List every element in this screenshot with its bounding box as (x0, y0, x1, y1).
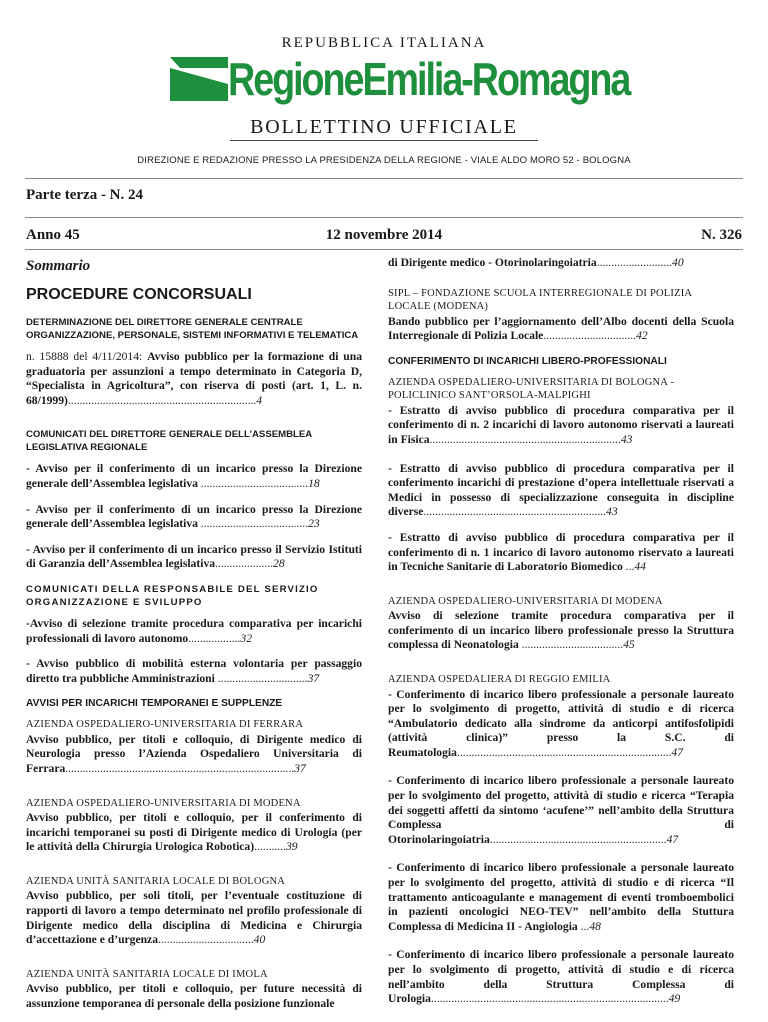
entry-page: 48 (589, 919, 601, 933)
toc-entry[interactable]: di Dirigente medico - Otorinolaringoiatria..........................40 (388, 256, 684, 269)
entry-page: 32 (240, 631, 252, 645)
org-name: AZIENDA OSPEDALIERO-UNIVERSITARIA DI MODENA (26, 797, 301, 809)
toc-entry[interactable]: Avviso pubblico, per titoli e colloquio, per il conferimento di incarichi temporanei su posti di Dirigente medico di Urologia (per le attività della Chirurgia Urologica Robotica)...........39 (26, 811, 362, 854)
toc-entry[interactable]: Avviso pubblico, per soli titoli, per l’eventuale costituzione di rapporti di lavoro a tempo determinato nel profilo professionale di Dirigente medico della disciplina di Medicina e Chirurgia d’accettazione e d’urgenza.................................40 (26, 889, 362, 947)
issue-number: N. 326 (701, 227, 742, 243)
toc-entry[interactable]: - Avviso per il conferimento di un incarico presso la Direzione generale dell’Assemblea legislativa .....................................23 (26, 502, 362, 531)
toc-entry[interactable]: - Conferimento di incarico libero professionale a personale laureato per lo svolgimento di progetto, attività di studio e di ricerca “Ambulatorio dedicato alla sindrome da anticorpi antifosfolipidi (attività clinica)” presso la S.C. di Reumatologia..........................................................................47 (388, 687, 734, 759)
entry-title: - Estratto di avviso pubblico di procedura comparativa per il conferimento incarichi di prestazione d’opera intellettuale riservati a Medici in possesso di specializzazione conseguita in discipline diverse (388, 461, 734, 519)
org-name: AZIENDA OSPEDALIERO-UNIVERSITARIA DI MODENA (388, 595, 663, 607)
toc-entry[interactable]: Avviso pubblico, per titoli e colloquio, di Dirigente medico di Neurologia presso l’Azienda Ospedaliero Universitaria di Ferrara...............................................................................37 (26, 732, 362, 775)
toc-entry[interactable]: - Conferimento di incarico libero professionale a personale laureato per lo svolgimento del progetto, attività di studio e ricerca “Terapia dei soggetti affetti da sintomo ‘acufene’” nell’ambito della Struttura Complessa di Otorinolaringoiatria.............................................................47 (388, 774, 734, 846)
entry-page: 49 (668, 992, 681, 1006)
toc-right-column (388, 252, 734, 1018)
entry-title: Avviso di selezione tramite procedura comparativa per il conferimento di un incarico libero professionale presso la Struttura complessa di Neonatologia (388, 609, 734, 652)
toc-entry[interactable]: - Avviso per il conferimento di un incarico presso la Direzione generale dell’Assemblea legislativa .....................................18 (26, 462, 362, 490)
entry-page: 39 (285, 840, 298, 854)
entry-title: - Avviso per il conferimento di un incarico presso il Servizio Istituti di Garanzia dell’Assemblea legislativa (26, 542, 362, 571)
toc-entry[interactable]: -Avviso di selezione tramite procedura comparativa per incarichi professionali di lavoro autonomo..................32 (26, 616, 362, 645)
subsection-heading: CONFERIMENTO DI INCARICHI LIBERO-PROFESSIONALI (388, 355, 667, 367)
entry-title: - Avviso per il conferimento di un incarico presso la Direzione generale dell’Assemblea legislativa (26, 462, 362, 490)
region-name: RegioneEmilia-Romagna (228, 53, 630, 105)
entry-page: 43 (620, 432, 633, 446)
entry-title: Avviso pubblico, per titoli e colloquio, di Dirigente medico di Neurologia presso l’Azienda Ospedaliero Universitaria di Ferrara (26, 732, 362, 775)
region-logo[interactable] (168, 53, 630, 108)
toc-entry[interactable]: - Estratto di avviso pubblico di procedura comparativa per il conferimento di n. 2 incarichi di lavoro autonomo riservati a laureati in Fisica..................................................................43 (388, 403, 734, 446)
toc-entry[interactable]: - Avviso pubblico di mobilità esterna volontaria per passaggio diretto tra pubbliche Amministrazioni ...............................37 (26, 657, 362, 685)
org-name: AZIENDA UNITÀ SANITARIA LOCALE DI IMOLA (26, 968, 268, 980)
header-repubblica: REPUBBLICA ITALIANA (281, 35, 487, 51)
subsection-heading: AVVISI PER INCARICHI TEMPORANEI E SUPPLENZE (26, 698, 283, 710)
toc-left-column (26, 252, 362, 1022)
rule-bottom (25, 249, 743, 250)
entry-title: Avviso pubblico per la formazione di una graduatoria per assunzioni a tempo determinato in Categoria D, “Specialista in Agricoltura”, con riserva di posti (art. 1, L. n. 68/1999) (26, 350, 362, 407)
direzione-line: DIREZIONE E REDAZIONE PRESSO LA PRESIDENZA DELLA REGIONE - VIALE ALDO MORO 52 - BOLOGNA (137, 155, 631, 166)
sommario-heading: Sommario (26, 258, 91, 274)
region-logo-mark-icon (168, 54, 230, 104)
entry-page: 47 (671, 745, 683, 759)
entry-page: 28 (273, 557, 285, 571)
subsection-heading: DETERMINAZIONE DEL DIRETTORE GENERALE CENTRALE ORGANIZZAZIONE, PERSONALE, SISTEMI INFORMATIVI E TELEMATICA (26, 317, 359, 341)
org-name: AZIENDA OSPEDALIERO-UNIVERSITARIA DI FERRARA (26, 719, 304, 731)
entry-title: Avviso pubblico, per titoli e colloquio, per il conferimento di incarichi temporanei su posti di Dirigente medico di Urologia (per le attività della Chirurgia Urologica Robotica) (26, 811, 362, 854)
entry-page: 37 (294, 762, 306, 775)
section-procedure-concorsuali: PROCEDURE CONCORSUALI (26, 286, 252, 303)
entry-page: 40 (672, 256, 684, 269)
rule-middle (25, 217, 743, 218)
header-divider (230, 140, 538, 141)
entry-page: 40 (253, 933, 266, 947)
rule-top (25, 178, 743, 179)
toc-entry[interactable]: - Conferimento di incarico libero professionale a personale laureato per lo svolgimento di progetto, attività di studio e di ricerca nell’ambito della Struttura Complessa di Urologia..................................................................................49 (388, 948, 734, 1006)
entry-page: 18 (308, 476, 320, 490)
entry-page: 42 (636, 329, 648, 343)
entry-title: - Conferimento di incarico libero professionale a personale laureato per lo svolgimento di progetto, attività di studio e di ricerca nell’ambito della Struttura Complessa di Urologia (388, 948, 734, 1006)
toc-entry[interactable]: Bando pubblico per l’aggiornamento dell’Albo docenti della Scuola Interregionale di Polizia Locale................................42 (388, 314, 734, 343)
entry-page: 37 (307, 671, 320, 685)
org-name: AZIENDA OSPEDALIERO-UNIVERSITARIA DI BOLOGNA - POLICLINICO SANT’ORSOLA-MALPIGHI (388, 376, 675, 402)
parte-label: Parte terza - N. 24 (26, 187, 144, 203)
org-name: AZIENDA UNITÀ SANITARIA LOCALE DI BOLOGNA (26, 875, 286, 887)
entry-title: - Conferimento di incarico libero professionale a personale laureato per lo svolgimento di progetto, attività di studio e di ricerca “Ambulatorio dedicato alla sindrome da anticorpi antifosfolipidi (attività clinica)” presso la S.C. di Reumatologia (388, 687, 734, 759)
entry-title: - Avviso per il conferimento di un incarico presso la Direzione generale dell’Assemblea legislativa (26, 502, 362, 531)
toc-entry[interactable]: - Estratto di avviso pubblico di procedura comparativa per il conferimento di n. 1 incarico di lavoro autonomo riservato a laureati in Tecniche Sanitarie di Laboratorio Biomedico ...44 (388, 530, 734, 574)
toc-entry[interactable]: n. 15888 del 4/11/2014: Avviso pubblico per la formazione di una graduatoria per assunzioni a tempo determinato in Categoria D, “Specialista in Agricoltura”, con riserva di posti (art. 1, L. n. 68/1999).................................................................4 (26, 350, 362, 407)
entry-title: - Estratto di avviso pubblico di procedura comparativa per il conferimento di n. 1 incarico di lavoro autonomo riservato a laureati in Tecniche Sanitarie di Laboratorio Biomedico (388, 530, 734, 574)
toc-entry[interactable]: - Conferimento di incarico libero professionale a personale laureato per lo svolgimento del progetto, attività di studio e di ricerca “Il trattamento anticoagulante e management di eventi tromboembolici in pazienti oncologici NEO-TEV” nell’ambito della Stuttura Complessa di Medicina II - Angiologia ...48 (388, 861, 734, 933)
entry-page: 43 (606, 505, 618, 519)
entry-title: - Estratto di avviso pubblico di procedura comparativa per il conferimento di n. 2 incarichi di lavoro autonomo riservati a laureati in Fisica (388, 403, 734, 446)
entry-title: - Conferimento di incarico libero professionale a personale laureato per lo svolgimento del progetto, attività di studio e di ricerca “Il trattamento anticoagulante e management di eventi tromboembolici in pazienti oncologici NEO-TEV” nell’ambito della Stuttura Complessa di Medicina II - Angiologia (388, 861, 734, 933)
entry-title: Avviso pubblico, per titoli e colloquio, per future necessità di assunzione temporanea di personale della posizione funzionale (26, 982, 362, 1010)
entry-page: 47 (666, 832, 679, 846)
toc-entry[interactable]: - Avviso per il conferimento di un incarico presso il Servizio Istituti di Garanzia dell’Assemblea legislativa....................28 (26, 542, 362, 571)
entry-title: -Avviso di selezione tramite procedura comparativa per incarichi professionali di lavoro autonomo (26, 616, 362, 645)
toc-entry[interactable]: Avviso di selezione tramite procedura comparativa per il conferimento di un incarico libero professionale presso la Struttura complessa di Neonatologia ...................................45 (388, 609, 734, 652)
entry-page: 45 (623, 638, 635, 652)
issue-date: 12 novembre 2014 (325, 227, 443, 243)
org-name: SIPL – FONDAZIONE SCUOLA INTERREGIONALE DI POLIZIA LOCALE (MODENA) (388, 287, 692, 313)
subsection-heading: COMUNICATI DELLA RESPONSABILE DEL SERVIZIO ORGANIZZAZIONE E SVILUPPO (26, 583, 319, 608)
entry-title: - Avviso pubblico di mobilità esterna volontaria per passaggio diretto tra pubbliche Amministrazioni (26, 657, 362, 685)
entry-title: Avviso pubblico, per soli titoli, per l’eventuale costituzione di rapporti di lavoro a tempo determinato nel profilo professionale di Dirigente medico della disciplina di Medicina e Chirurgia d’accettazione e d’urgenza (26, 889, 362, 947)
entry-page: 44 (634, 560, 646, 574)
toc-entry[interactable] (26, 982, 362, 1011)
toc-entry[interactable]: - Estratto di avviso pubblico di procedura comparativa per il conferimento incarichi di prestazione d’opera intellettuale riservati a Medici in possesso di specializzazione conseguita in discipline diverse...............................................................43 (388, 461, 734, 519)
subsection-heading: COMUNICATI DEL DIRETTORE GENERALE DELL’ASSEMBLEA LEGISLATIVA REGIONALE (26, 429, 312, 454)
entry-title: Bando pubblico per l’aggiornamento dell’Albo docenti della Scuola Interregionale di Polizia Locale (388, 314, 734, 343)
bollettino-title: BOLLETTINO UFFICIALE (250, 116, 518, 138)
org-name: AZIENDA OSPEDALIERA DI REGGIO EMILIA (388, 674, 611, 685)
entry-page: 23 (308, 517, 320, 531)
entry-title: - Conferimento di incarico libero professionale a personale laureato per lo svolgimento del progetto, attività di studio e ricerca “Terapia dei soggetti affetti da sintomo ‘acufene’” nell’ambito della Struttura Complessa di Otorinolaringoiatria (388, 774, 734, 846)
anno-label: Anno 45 (26, 227, 80, 243)
entry-page: 4 (256, 393, 263, 407)
entry-lead: n. 15888 del 4/11/2014: (26, 350, 148, 363)
entry-title: di Dirigente medico - Otorinolaringoiatria (388, 256, 597, 269)
